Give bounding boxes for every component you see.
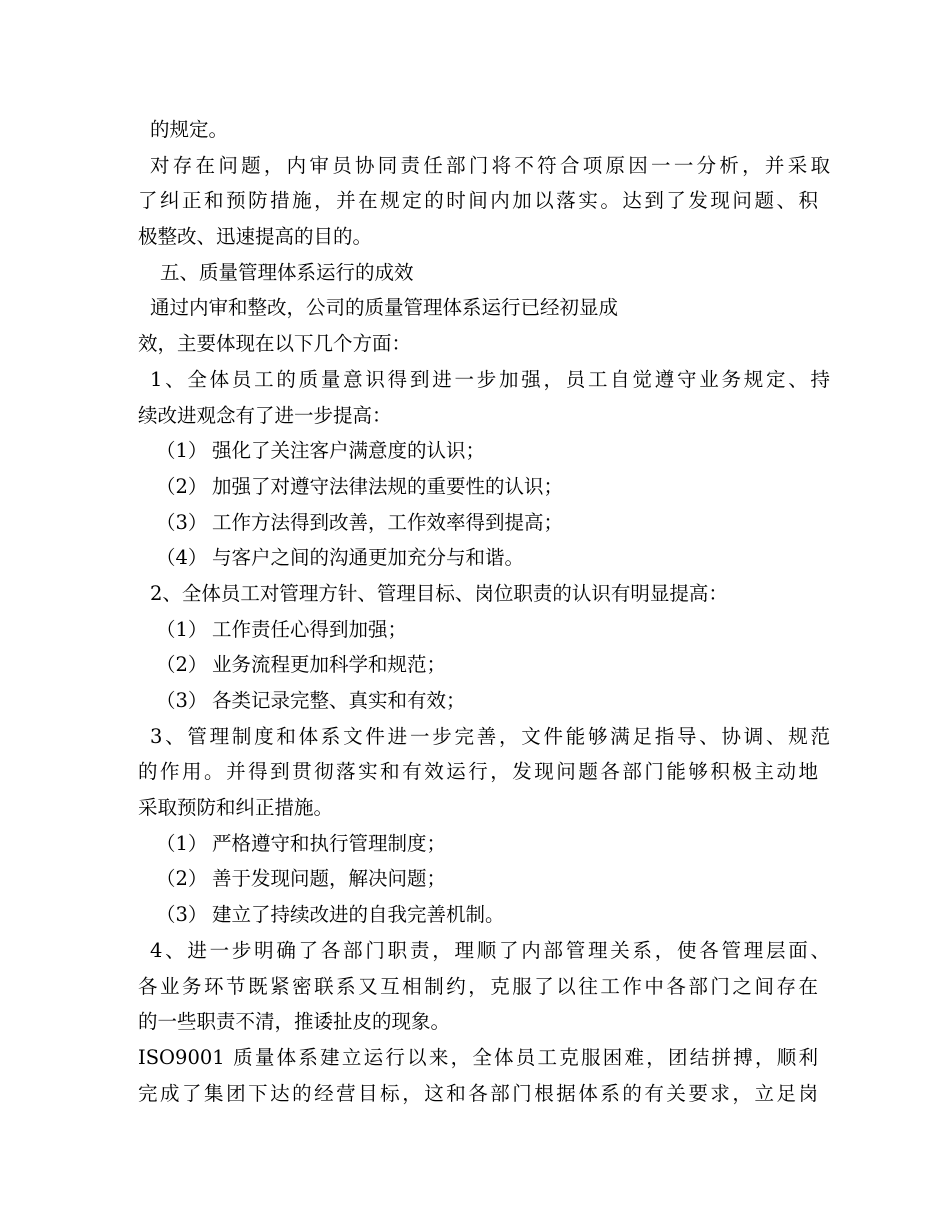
list-item-text: 强化了关注客户满意度的认识； [212,439,486,463]
text-line: ISO9001 质量体系建立运行以来，全体员工克服困难，团结拼搏，顺利 [138,1045,818,1069]
list-item-text: 与客户之间的沟通更加充分与和谐。 [212,546,525,570]
text-line: 的作用。并得到贯彻落实和有效运行，发现问题各部门能够积极主动地 [138,760,818,784]
text-line: 通过内审和整改，公司的质量管理体系运行已经初显成 [150,296,619,320]
text-line: 效，主要体现在以下几个方面： [138,332,412,356]
list-number: （2） [156,653,208,677]
list-item-text: 各类记录完整、真实和有效； [212,689,466,712]
list-item-text: 工作方法得到改善，工作效率得到提高； [212,510,564,534]
list-item [138,540,818,576]
list-item [138,612,818,648]
text-line: 对存在问题，内审员协同责任部门将不符合项原因一一分析，并采取 [150,153,830,177]
list-number: （2） [156,867,208,891]
list-item-text: 加强了对遵守法律法规的重要性的认识； [212,474,564,498]
text-line: 3、管理制度和体系文件进一步完善，文件能够满足指导、协调、规范 [150,724,830,748]
list-item [138,683,818,719]
list-item [138,433,818,469]
text-line: 完成了集团下达的经营目标，这和各部门根据体系的有关要求，立足岗 [138,1081,818,1105]
text-line: 4、进一步明确了各部门职责，理顺了内部管理关系，使各管理层面、 [150,938,830,962]
list-number: （1） [156,831,208,855]
document-body [138,112,830,1111]
list-item [138,897,818,933]
list-item-text: 善于发现问题，解决问题； [212,867,447,891]
list-item-text: 业务流程更加科学和规范； [212,653,447,677]
list-item-text: 建立了持续改进的自我完善机制。 [212,903,505,927]
text-line: 的一些职责不清，推诿扯皮的现象。 [138,1010,451,1034]
text-line: 2、全体员工对管理方针、管理目标、岗位职责的认识有明显提高： [150,581,728,605]
list-number: （2） [156,474,208,498]
list-number: （1） [156,617,208,641]
list-item [138,469,818,505]
list-item-text: 严格遵守和执行管理制度； [212,831,447,855]
list-number: （3） [156,689,208,712]
list-number: （3） [156,510,208,534]
section-heading: 五、质量管理体系运行的成效 [160,260,414,284]
text-line: 采取预防和纠正措施。 [138,796,334,820]
text-line: 的规定。 [150,118,229,141]
text-line: 了纠正和预防措施，并在规定的时间内加以落实。达到了发现问题、积 [138,189,818,213]
text-line: 续改进观念有了进一步提高： [138,403,392,427]
list-number: （1） [156,439,208,463]
text-line: 各业务环节既紧密联系又互相制约，克服了以往工作中各部门之间存在 [138,974,818,998]
list-item [138,505,818,541]
list-item-text: 工作责任心得到加强； [212,617,408,641]
list-item [138,861,818,897]
list-number: （4） [156,546,208,570]
list-number: （3） [156,903,208,927]
list-item [138,647,818,683]
list-item [138,826,818,862]
text-line: 极整改、迅速提高的目的。 [138,225,373,249]
text-line: 1、全体员工的质量意识得到进一步加强，员工自觉遵守业务规定、持 [150,367,830,391]
